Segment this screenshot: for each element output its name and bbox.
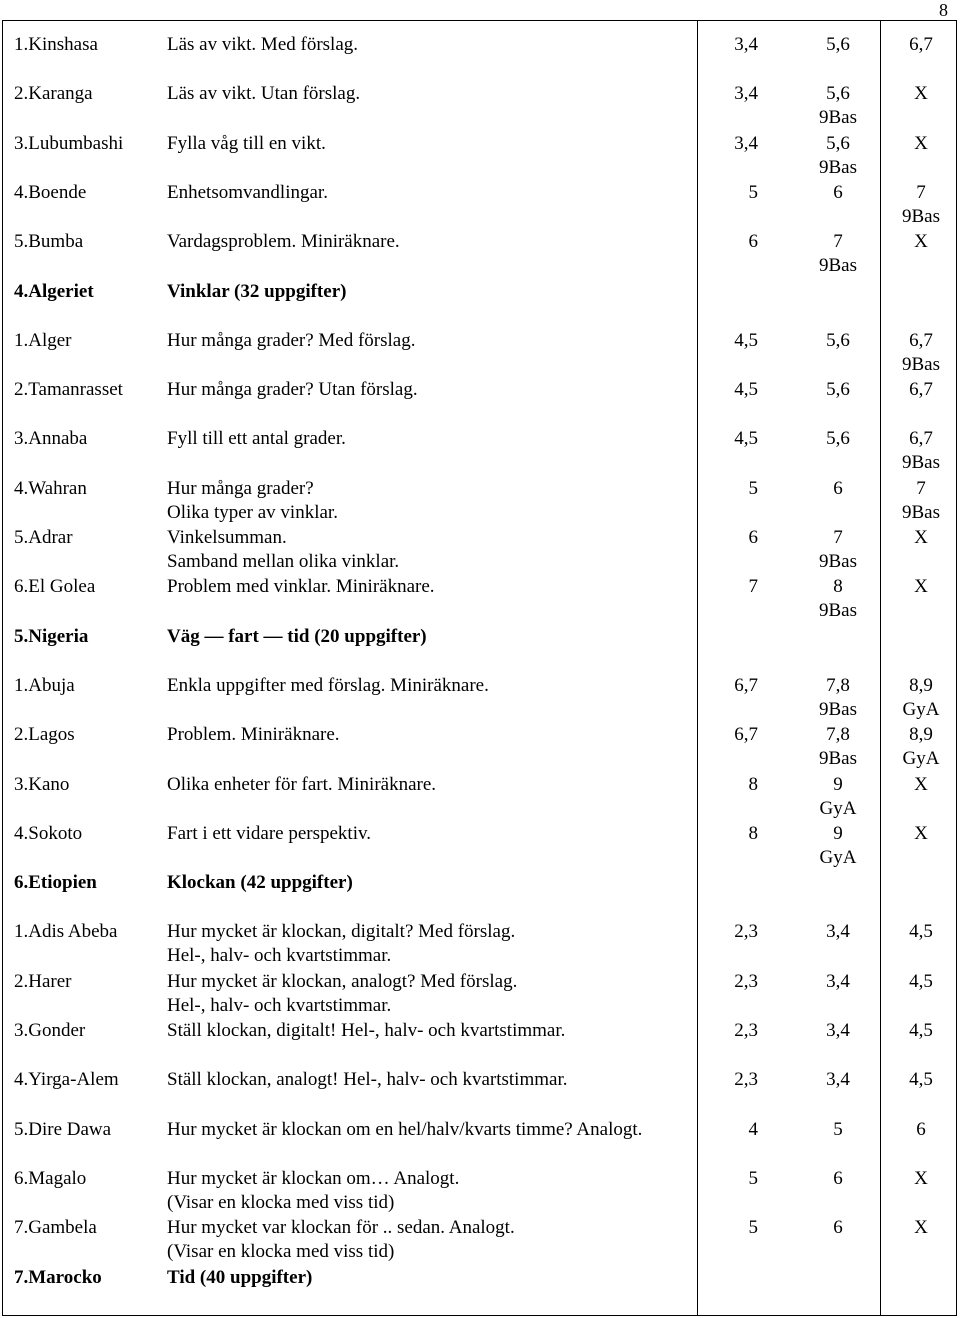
exercise-description-line1: Hur många grader? Med förslag.	[167, 329, 416, 351]
level-b-line1: 7	[833, 527, 843, 548]
exercise-name-line1: 5.Adrar	[14, 527, 73, 548]
exercise-name-line1: 7.Gambela	[14, 1217, 97, 1239]
level-b-line2: GyA	[819, 846, 857, 868]
level-a	[734, 970, 758, 994]
level-c-line1: X	[914, 1217, 928, 1239]
exercise-name	[14, 773, 69, 797]
exercise-description-line1: Problem med vinklar. Miniräknare.	[167, 576, 435, 598]
exercise-description	[167, 33, 358, 57]
level-b-line2: 9Bas	[819, 600, 857, 622]
level-b-line1: 5,6	[826, 132, 850, 154]
level-c-line1: 4,5	[909, 1020, 933, 1041]
level-c-line2: GyA	[902, 698, 940, 720]
exercise-description-line1: Vinkelsumman.	[167, 527, 287, 548]
exercise-description-line1: Vinklar (32 uppgifter)	[167, 280, 347, 302]
level-b-line1: 3,4	[826, 921, 850, 943]
exercise-name	[14, 181, 86, 205]
level-b-line1: 5,6	[826, 428, 850, 450]
exercise-description-line1: Enhetsomvandlingar.	[167, 181, 328, 203]
level-a	[734, 1068, 758, 1092]
exercise-name-line1: 2.Harer	[14, 970, 72, 992]
level-b-line1: 6	[833, 1217, 843, 1239]
level-a-line1: 6	[748, 231, 758, 253]
level-b-line1: 5,6	[826, 379, 850, 401]
table-row	[3, 181, 956, 230]
exercise-description	[167, 970, 517, 1018]
level-a-line1: 5	[748, 181, 758, 203]
exercise-name-line1: 1.Alger	[14, 329, 72, 351]
exercise-description-line1: Läs av vikt. Utan förslag.	[167, 83, 361, 105]
level-b-line1: 9	[833, 822, 843, 844]
exercise-description-line1: Vardagsproblem. Miniräknare.	[167, 231, 400, 253]
exercise-description-line2: Hel-, halv- och kvartstimmar.	[167, 994, 392, 1016]
exercise-name-line1: 1.Kinshasa	[14, 34, 98, 55]
section-row	[3, 871, 956, 920]
level-b-line2: 9Bas	[819, 551, 857, 572]
exercise-name	[14, 280, 94, 304]
level-b-line1: 5,6	[826, 83, 850, 105]
exercise-name	[14, 33, 98, 57]
exercise-name-line1: 5.Nigeria	[14, 625, 89, 647]
level-c	[871, 1019, 960, 1043]
section-row	[3, 625, 956, 674]
level-c-line1: 4,5	[909, 921, 933, 943]
level-c	[871, 723, 960, 771]
level-a	[734, 329, 758, 353]
level-c	[871, 329, 960, 377]
exercise-name	[14, 427, 87, 451]
level-a	[749, 773, 759, 797]
exercise-name	[14, 477, 87, 501]
level-c-line1: 8,9	[909, 724, 933, 746]
table-row	[3, 378, 956, 427]
exercise-description	[167, 230, 400, 254]
exercise-description	[167, 181, 328, 205]
level-c-line1: X	[914, 773, 928, 795]
level-c	[871, 970, 960, 994]
level-a	[749, 822, 759, 846]
exercise-description-line1: Ställ klockan, digitalt! Hel-, halv- och kvartstimmar.	[167, 1020, 566, 1041]
exercise-description	[167, 427, 346, 451]
level-c-line1: 8,9	[909, 674, 933, 696]
level-b-line1: 6	[833, 181, 843, 203]
exercise-name-line1: 6.Etiopien	[14, 872, 97, 894]
exercise-name-line1: 2.Tamanrasset	[14, 379, 123, 401]
level-b-line1: 9	[833, 773, 843, 795]
exercise-name-line1: 6.El Golea	[14, 576, 96, 598]
level-c	[871, 674, 960, 722]
exercise-name	[14, 378, 123, 402]
exercise-name-line1: 4.Algeriet	[14, 280, 94, 302]
level-b-line2: 9Bas	[819, 255, 857, 277]
level-c	[871, 33, 960, 57]
exercise-name-line1: 2.Lagos	[14, 724, 75, 746]
exercise-description	[167, 1118, 642, 1142]
table-row	[3, 477, 956, 526]
level-a	[749, 181, 759, 205]
exercise-name	[14, 970, 72, 994]
page-number: 8	[939, 0, 948, 20]
level-b-line1: 8	[833, 576, 843, 598]
level-c-line1: X	[914, 576, 928, 598]
exercise-description-line1: Klockan (42 uppgifter)	[167, 872, 353, 894]
exercise-description-line1: Hur mycket är klockan om en hel/halv/kvarts timme? Analogt.	[167, 1118, 643, 1140]
section-row	[3, 280, 956, 329]
level-c-line2: 9Bas	[902, 452, 940, 474]
exercise-description-line1: Fart i ett vidare perspektiv.	[167, 822, 372, 844]
level-c-line1: X	[914, 83, 928, 105]
exercise-name-line1: 6.Magalo	[14, 1167, 87, 1189]
level-a-line1: 4,5	[734, 379, 758, 401]
table-row	[3, 1068, 956, 1117]
level-c	[871, 773, 960, 797]
level-b-line2: GyA	[819, 797, 857, 819]
level-c	[871, 575, 960, 599]
exercise-description-line1: Hur mycket var klockan för .. sedan. Analogt.	[167, 1217, 515, 1239]
level-c-line1: 6,7	[909, 34, 933, 55]
table-row	[3, 1216, 956, 1265]
level-a-line1: 3,4	[734, 83, 758, 105]
level-b-line1: 7,8	[826, 724, 850, 746]
level-a-line1: 8	[748, 773, 758, 795]
exercise-description-line1: Hur mycket är klockan, digitalt? Med förslag.	[167, 921, 516, 943]
table-row	[3, 773, 956, 822]
level-c-line1: 6,7	[909, 329, 933, 351]
level-b-line2: 9Bas	[819, 107, 857, 129]
exercise-description-line1: Enkla uppgifter med förslag. Miniräknare.	[167, 674, 489, 696]
level-c-line1: 6,7	[909, 379, 933, 401]
exercise-description-line2: Olika typer av vinklar.	[167, 501, 338, 523]
level-c-line2: GyA	[902, 748, 940, 770]
exercise-name-line1: 4.Boende	[14, 181, 87, 203]
table-row	[3, 230, 956, 279]
table-row	[3, 1019, 956, 1068]
exercise-name	[14, 822, 82, 846]
exercise-description-line2: (Visar en klocka med viss tid)	[167, 1241, 395, 1263]
exercise-name-line1: 4.Wahran	[14, 477, 87, 499]
level-c-line1: X	[914, 822, 928, 844]
exercise-description	[167, 575, 435, 599]
level-a	[749, 1118, 759, 1142]
exercise-name-line1: 3.Kano	[14, 773, 70, 795]
exercise-description	[167, 625, 427, 649]
level-a	[734, 1019, 758, 1043]
level-c	[871, 181, 960, 229]
level-c	[871, 82, 960, 106]
exercise-name-line1: 4.Yirga-Alem	[14, 1069, 119, 1091]
level-a	[734, 920, 758, 944]
level-a-line1: 4,5	[734, 428, 758, 450]
level-a	[734, 82, 758, 106]
level-a	[734, 674, 758, 698]
table-row	[3, 33, 956, 82]
level-c-line2: 9Bas	[902, 501, 940, 523]
exercise-description-line1: Fylla våg till en vikt.	[167, 132, 326, 154]
level-b-line1: 6	[833, 477, 843, 499]
level-c	[871, 1216, 960, 1240]
level-b-line1: 3,4	[826, 1069, 850, 1091]
table-row	[3, 674, 956, 723]
exercise-description	[167, 378, 418, 402]
table-row	[3, 1167, 956, 1216]
exercise-name	[14, 1216, 97, 1240]
level-c-line1: 6	[916, 1118, 926, 1140]
level-c-line1: 7	[916, 181, 926, 203]
exercise-description-line1: Problem. Miniräknare.	[167, 724, 340, 746]
level-a-line1: 2,3	[734, 1069, 758, 1091]
exercise-name	[14, 723, 75, 747]
exercise-description	[167, 1216, 515, 1264]
exercise-description-line2: Samband mellan olika vinklar.	[167, 551, 400, 572]
exercise-name	[14, 132, 123, 156]
level-c	[871, 526, 960, 550]
exercise-name	[14, 230, 83, 254]
exercise-name	[14, 871, 97, 895]
level-c-line1: 6,7	[909, 428, 933, 450]
level-b-line2: 9Bas	[819, 698, 857, 720]
level-a	[734, 33, 758, 57]
level-c	[871, 477, 960, 525]
level-a-line1: 7	[748, 576, 758, 598]
exercise-description-line1: Hur mycket är klockan om… Analogt.	[167, 1167, 460, 1189]
exercise-description-line1: Hur många grader?	[167, 477, 314, 499]
exercise-name-line1: 3.Annaba	[14, 428, 88, 450]
exercise-description	[167, 773, 436, 797]
level-c-line1: 4,5	[909, 970, 933, 992]
exercise-name	[14, 575, 95, 599]
exercise-description	[167, 526, 399, 574]
table-row	[3, 970, 956, 1019]
exercise-name	[14, 920, 117, 944]
level-b-line1: 5,6	[826, 34, 850, 55]
exercise-name-line1: 4.Sokoto	[14, 822, 83, 844]
level-a	[749, 477, 759, 501]
level-a-line1: 6,7	[734, 724, 758, 746]
exercise-description-line1: Hur mycket är klockan, analogt? Med förslag.	[167, 970, 518, 992]
exercise-description	[167, 1266, 312, 1290]
level-c	[871, 822, 960, 846]
exercise-name	[14, 82, 93, 106]
level-c	[871, 132, 960, 156]
level-c-line1: X	[914, 1167, 928, 1189]
level-a	[749, 1216, 759, 1240]
level-a-line1: 3,4	[734, 132, 758, 154]
table-row	[3, 723, 956, 772]
exercise-description	[167, 280, 346, 304]
exercise-name-line1: 3.Gonder	[14, 1020, 86, 1041]
level-a-line1: 6,7	[734, 674, 758, 696]
level-b-line1: 6	[833, 1167, 843, 1189]
exercise-description	[167, 822, 371, 846]
level-a	[749, 230, 759, 254]
level-a	[749, 1167, 759, 1191]
exercise-description	[167, 132, 326, 156]
table-row	[3, 526, 956, 575]
table-row	[3, 427, 956, 476]
level-b-line1: 5	[833, 1118, 843, 1140]
exercise-description-line1: Läs av vikt. Med förslag.	[167, 34, 359, 55]
exercise-description-line1: Fyll till ett antal grader.	[167, 428, 346, 450]
level-b-line1: 7	[833, 231, 843, 253]
exercise-description	[167, 82, 360, 106]
table-row	[3, 132, 956, 181]
level-c-line1: X	[914, 132, 928, 154]
level-a-line1: 5	[748, 1217, 758, 1239]
level-a-line1: 5	[748, 477, 758, 499]
exercise-name-line1: 5.Bumba	[14, 231, 84, 253]
section-row	[3, 1266, 956, 1315]
level-b-line1: 3,4	[826, 970, 850, 992]
level-c-line1: 4,5	[909, 1069, 933, 1091]
table-row	[3, 1118, 956, 1167]
exercise-description-line1: Hur många grader? Utan förslag.	[167, 379, 418, 401]
exercise-description	[167, 723, 340, 747]
exercise-description	[167, 1167, 459, 1215]
level-c	[871, 1167, 960, 1191]
level-a	[749, 526, 759, 550]
exercise-name	[14, 1266, 102, 1290]
level-b-line1: 3,4	[826, 1020, 850, 1041]
level-b-line2: 9Bas	[819, 156, 857, 178]
level-a-line1: 3,4	[734, 34, 758, 55]
table-row	[3, 822, 956, 871]
level-c-line1: X	[914, 527, 928, 548]
level-b-line1: 5,6	[826, 329, 850, 351]
exercise-name	[14, 1167, 86, 1191]
exercise-description-line1: Ställ klockan, analogt! Hel-, halv- och kvartstimmar.	[167, 1069, 568, 1091]
level-b-line1: 7,8	[826, 674, 850, 696]
exercise-name	[14, 625, 88, 649]
level-a	[734, 723, 758, 747]
exercise-description-line1: Väg — fart — tid (20 uppgifter)	[167, 625, 427, 647]
exercise-name-line1: 1.Abuja	[14, 674, 75, 696]
table-row	[3, 82, 956, 131]
level-a-line1: 2,3	[734, 1020, 758, 1041]
exercise-description-line1: Tid (40 uppgifter)	[167, 1266, 313, 1288]
exercise-description	[167, 920, 515, 968]
exercise-name	[14, 1068, 119, 1092]
level-c	[871, 427, 960, 475]
level-a-line1: 4	[748, 1118, 758, 1140]
level-c	[871, 920, 960, 944]
level-c-line1: X	[914, 231, 928, 253]
exercise-description	[167, 1019, 565, 1043]
exercise-description-line1: Olika enheter för fart. Miniräknare.	[167, 773, 437, 795]
level-a-line1: 2,3	[734, 921, 758, 943]
exercise-table	[2, 20, 957, 1316]
table-row	[3, 329, 956, 378]
exercise-description	[167, 1068, 567, 1092]
level-c	[871, 1068, 960, 1092]
level-a-line1: 6	[748, 527, 758, 548]
level-a	[734, 427, 758, 451]
exercise-name	[14, 674, 75, 698]
exercise-description	[167, 871, 353, 895]
exercise-name-line1: 7.Marocko	[14, 1266, 102, 1288]
exercise-name	[14, 1019, 85, 1043]
table-row	[3, 575, 956, 624]
level-c-line2: 9Bas	[902, 353, 940, 375]
level-a-line1: 5	[748, 1167, 758, 1189]
level-a	[734, 378, 758, 402]
table-row	[3, 920, 956, 969]
exercise-description	[167, 674, 489, 698]
exercise-description-line2: Hel-, halv- och kvartstimmar.	[167, 945, 392, 967]
level-b-line2: 9Bas	[819, 748, 857, 770]
exercise-description	[167, 329, 415, 353]
level-c	[871, 378, 960, 402]
level-a-line1: 8	[748, 822, 758, 844]
exercise-description	[167, 477, 338, 525]
level-a-line1: 2,3	[734, 970, 758, 992]
level-c	[871, 1118, 960, 1142]
exercise-name-line1: 2.Karanga	[14, 83, 93, 105]
exercise-name	[14, 329, 72, 353]
level-a	[749, 575, 759, 599]
level-c	[871, 230, 960, 254]
level-c-line1: 7	[916, 477, 926, 499]
level-a-line1: 4,5	[734, 329, 758, 351]
exercise-name-line1: 3.Lubumbashi	[14, 132, 124, 154]
level-c-line2: 9Bas	[902, 205, 940, 227]
exercise-description-line2: (Visar en klocka med viss tid)	[167, 1191, 395, 1213]
exercise-name	[14, 1118, 111, 1142]
exercise-name-line1: 1.Adis Abeba	[14, 921, 118, 943]
level-a	[734, 132, 758, 156]
exercise-name-line1: 5.Dire Dawa	[14, 1118, 112, 1140]
exercise-name	[14, 526, 73, 550]
